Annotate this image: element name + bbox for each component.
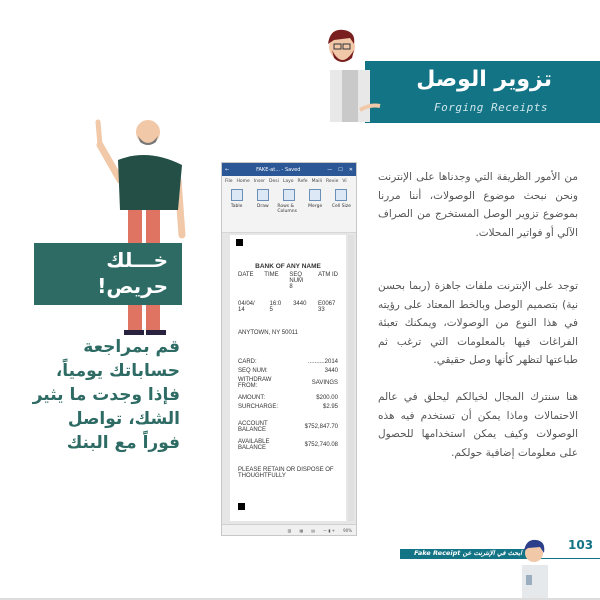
receipt-page: [230, 235, 346, 521]
registration-mark: [236, 239, 243, 246]
menu-file[interactable]: File: [225, 178, 233, 184]
bald-man-illustration: [90, 110, 190, 340]
paragraph-2: توجد على الإنترنت ملفات جاهزة (ربما بحسن نية) بتصميم الوصل وبالخط المعتاد على رؤيته في هذا النوع من الوصولات، ويمكنك تعبئة الفراغات فيها بالمعلومات التي ترغب ثم طباعتها لتظهر كأنها وصل حقيقي.: [378, 280, 578, 366]
registration-mark: [238, 503, 245, 510]
receipt-line: SEQ NUM: 3440: [238, 368, 338, 374]
title-banner: [365, 61, 600, 123]
callout-text: [97, 247, 168, 299]
word-status-bar: [222, 524, 356, 535]
ribbon-table[interactable]: Table: [225, 189, 248, 232]
word-window-screenshot: [221, 162, 357, 536]
ribbon-merge[interactable]: Merge: [304, 189, 327, 232]
bearded-man-illustration: [312, 22, 382, 122]
menu-view[interactable]: Vi: [342, 178, 347, 184]
menu-references[interactable]: Refe: [297, 178, 308, 184]
close-icon[interactable]: ✕: [348, 166, 353, 173]
callout-line-2: حريص!: [97, 274, 168, 298]
receipt-line: WITHDRAW FROM: SAVINGS: [238, 377, 338, 389]
table-icon: [231, 189, 243, 201]
callout-box: [34, 243, 182, 305]
word-ribbon: [222, 186, 356, 233]
maximize-icon[interactable]: ☐: [338, 166, 343, 173]
ribbon-rows-columns[interactable]: Rows & Columns: [277, 189, 300, 232]
receipt-line: SURCHARGE: $2.95: [238, 404, 338, 410]
zoom-level: 90%: [343, 527, 352, 533]
callout-line-1: خـــلك: [106, 248, 168, 272]
menu-design[interactable]: Desi: [268, 178, 279, 184]
merge-icon: [309, 189, 321, 201]
menu-layout[interactable]: Layo: [282, 178, 294, 184]
word-title-bar: [222, 163, 356, 176]
document-title: FAKE-at... - Saved: [256, 166, 301, 173]
menu-home[interactable]: Home: [236, 178, 250, 184]
menu-review[interactable]: Revie: [325, 178, 339, 184]
rows-columns-icon: [283, 189, 295, 201]
cell-size-icon: [335, 189, 347, 201]
menu-mailings[interactable]: Maili: [311, 178, 322, 184]
ribbon-draw[interactable]: Draw: [251, 189, 274, 232]
receipt-address: ANYTOWN, NY 50011: [238, 330, 299, 336]
ribbon-cell-size[interactable]: Cell Size: [330, 189, 353, 232]
receipt-header-row: DATE TIME SEQ NUM 8 ATM ID: [238, 272, 338, 290]
menu-insert[interactable]: Inser: [253, 178, 265, 184]
page-subtitle: Forging Receipts: [434, 101, 548, 114]
page-number: 103: [568, 538, 594, 552]
receipt-line: AVAILABLE BALANCE $752,740.08: [238, 439, 338, 451]
page-title: تزوير الوصل: [416, 67, 552, 92]
print-layout-icon[interactable]: ▦: [299, 527, 304, 533]
advice-text: قم بمراجعة حساباتك يومياً، فإذا وجدت ما يثير الشك، تواصل فوراً مع البنك: [32, 337, 180, 453]
back-arrow-icon: ←: [225, 166, 230, 173]
receipt-values-row: 04/04/14 16:05 3440 E006733: [238, 301, 336, 313]
paragraph-1: من الأمور الظريفة التي وجدناها على الإنترنت ونحن نبحث موضوع الوصولات، أننا مررنا بموضوع تزوير الوصل المستخرج من الصراف الآلي أو فواتير المحلات.: [378, 171, 578, 239]
word-menu-bar: [222, 176, 356, 186]
receipt-line: ACCOUNT BALANCE $752,847.70: [238, 421, 338, 433]
receipt-line: AMOUNT: $200.00: [238, 395, 338, 401]
draw-icon: [257, 189, 269, 201]
vertical-scrollbar[interactable]: [348, 235, 354, 521]
receipt-footer: PLEASE RETAIN OR DISPOSE OF THOUGHTFULLY: [238, 467, 334, 479]
web-layout-icon[interactable]: ▤: [311, 527, 315, 533]
search-hint: ابحث في الإنترنت عن Fake Receipt: [414, 549, 522, 557]
paragraph-3: هنا سنترك المجال لخيالكم ليحلق في عالم الاحتمالات وماذا يمكن أن تستخدم فيه هذه الوصولات وكيف يمكن استخدامها للحصول على معلومات إضافية حولكم.: [378, 391, 578, 459]
bank-name: BANK OF ANY NAME: [255, 263, 321, 270]
minimize-icon[interactable]: —: [327, 166, 333, 173]
zoom-slider[interactable]: — ▮ +: [323, 527, 336, 533]
receipt-line: CARD: ..........2014: [238, 359, 338, 365]
search-hint-bar: [400, 549, 530, 559]
boy-illustration: [512, 535, 557, 600]
read-mode-icon[interactable]: ▥: [287, 527, 292, 533]
